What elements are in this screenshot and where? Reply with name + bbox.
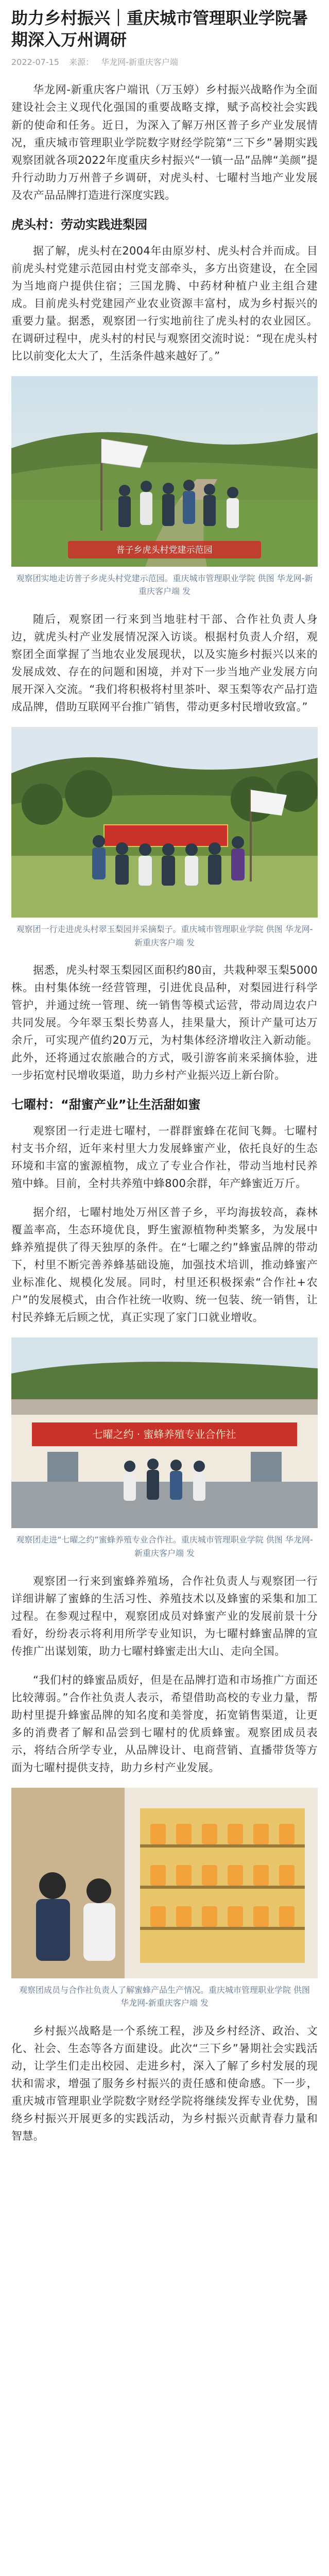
photo-bee-cooperative[interactable] [11, 1337, 318, 1528]
caption-party-park: 观察团实地走访普子乡虎头村党建示范园。重庆城市管理职业学院 供图 华龙网-新重庆客户端 发 [16, 573, 313, 597]
figure-party-park [11, 376, 318, 598]
photo-party-park[interactable] [11, 376, 318, 567]
banner-party-park: 普子乡虎头村党建示范园 [116, 545, 213, 555]
article-source [69, 57, 185, 67]
photo-honey-products[interactable] [11, 1788, 318, 1978]
caption-bee-cooperative: 观察团走进“七曜之约”蜜蜂养殖专业合作社。重庆城市管理职业学院 供图 华龙网-新重庆客户端 发 [16, 1535, 313, 1558]
paragraph-hutou-2: 随后，观察团一行来到当地驻村干部、合作社负责人身边，就虎头村产业发展情况深入访谈。根据村负责人介绍，观察团全面掌握了当地农业发展现状，以及实施乡村振兴以来的发展成效、存在的问题和困境，并对下一步当地产业发展方向展开深入交流。“我们将积极将村里茶叶、翠玉梨等农产品打造成品牌，借助互联网平台推广销售，带动更多村民增收致富。” [11, 613, 318, 713]
article-source-name: 华龙网-新重庆客户端 [101, 57, 178, 67]
article-title: 助力乡村振兴｜重庆城市管理职业学院暑期深入万州调研 [11, 8, 308, 50]
caption-honey-products: 观察团成员与合作社负责人了解蜜蜂产品生产情况。重庆城市管理职业学院 供图 华龙网-新重庆客户端 发 [19, 1985, 310, 2008]
paragraph-qiyao-2: 据介绍，七曜村地处万州区普子乡，平均海拔较高，森林覆盖率高，生态环境优良，野生蜜源植物种类繁多，为发展中蜂养殖提供了得天独厚的条件。在“七曜之约”蜂蜜品牌的带动下，村里不断完善养蜂基础设施，加强技术培训，推动蜂蜜产业标准化、规模化发展。同时，村里还积极探索“合作社+农户”的发展模式，由合作社统一收购、统一包装、统一销售，让村民养蜂无后顾之忧，真正实现了家门口就业增收。 [11, 1206, 318, 1324]
article-source-label: 来源： [69, 57, 94, 67]
photo-pear-orchard[interactable] [11, 727, 318, 918]
article-date: 2022-07-15 [11, 57, 59, 67]
section-heading-qiyao: 七曜村：“甜蜜产业”让生活甜如蜜 [11, 1097, 201, 1112]
caption-pear-orchard: 观察团一行走进虎头村翠玉梨园并采摘梨子。重庆城市管理职业学院 供图 华龙网-新重庆客户端 发 [16, 924, 313, 947]
paragraph-qiyao-4: “我们村的蜂蜜品质好，但是在品牌打造和市场推广方面还比较薄弱。”合作社负责人表示，希望借助高校的专业力量，帮助村里提升蜂蜜品牌的知名度和美誉度，拓宽销售渠道，让更多的消费者了解和品尝到七曜村的优质蜂蜜。观察团成员表示，将结合所学专业，从品牌设计、电商营销、直播带货等方面为七曜村提供支持，助力乡村产业发展。 [11, 1673, 318, 1774]
paragraph-qiyao-3: 观察团一行来到蜜蜂养殖场，合作社负责人与观察团一行详细讲解了蜜蜂的生活习性、养殖技术以及蜂蜜的采集和加工过程。在参观过程中，观察团成员对蜂蜜产业的发展前景十分看好，纷纷表示将利用所学专业知识，为七曜村蜂蜜品牌的宣传推广出谋划策，助力七曜村蜂蜜走出大山、走向全国。 [11, 1574, 318, 1657]
paragraph-intro: 华龙网-新重庆客户端讯（万玉婷）乡村振兴战略作为全面建设社会主义现代化强国的重要战略支撑，赋予高校社会实践新的使命和任务。近日，为深入了解万州区普子乡产业发展情况，重庆城市管理职业学院数字财经学院第“三下乡”暑期实践观察团就各项2022年度重庆乡村振兴“一镇一品”品牌“美颜”提升行动助力万州普子乡调研，对虎头村、七曜村当地产业发展及农产品品牌打造进行深度实践。 [11, 83, 318, 201]
paragraph-hutou-3: 据悉，虎头村翠玉梨园区面积约80亩，共栽种翠玉梨5000株。由村集体统一经营管理，引进优良品种，对梨园进行科学管护，并通过统一管理、统一销售等模式运营，带动周边农户共同发展。今年翠玉梨长势喜人，挂果量大，预计产量可达万余斤，可实现产值约20万元，为村集体经济增收注入新动能。此外，还将通过农旅融合的方式，吸引游客前来采摘体验，进一步拓宽村民增收渠道，助力乡村产业振兴迈上新台阶。 [11, 964, 318, 1082]
figure-pear-orchard [11, 727, 318, 949]
section-heading-hutou: 虎头村：劳动实践进梨园 [11, 217, 147, 232]
figure-honey-products [11, 1788, 318, 2010]
banner-bee-cooperative: 七曜之约 · 蜜蜂养殖专业合作社 [92, 1428, 236, 1441]
paragraph-qiyao-1: 观察团一行走进七曜村，一群群蜜蜂在花间飞舞。七曜村村支书介绍，近年来村里大力发展蜂蜜产业，依托良好的生态环境和丰富的蜜源植物，成立了专业合作社，带动当地村民养殖中蜂。目前，全村共养殖中蜂800余群，年产蜂蜜近万斤。 [11, 1125, 318, 1190]
figure-bee-cooperative [11, 1337, 318, 1560]
article-meta [11, 56, 318, 67]
paragraph-conclusion: 乡村振兴战略是一个系统工程，涉及乡村经济、政治、文化、社会、生态等各方面建设。此次“三下乡”暑期社会实践活动，让学生们走出校园、走进乡村，深入了解了乡村发展的现状和需求，增强了服务乡村振兴的责任感和使命感。下一步，重庆城市管理职业学院数字财经学院将继续发挥专业优势，围绕乡村振兴开展更多的实践活动，为乡村振兴贡献青春力量和智慧。 [11, 2024, 318, 2143]
paragraph-hutou-1: 据了解，虎头村在2004年由原岁村、虎头村合并而成。目前虎头村党建示范园由村党支部牵头，多方出资建设，在全园为当地商户提供住宿；三国龙腾、中药材种植户业主组合建成。目前虎头村党建园产业农业资源丰富村，成为乡村振兴的重要力量。据悉，观察团一行实地前往了虎头村的农业园区。在调研过程中，虎头村的村民与观察团交流时说：“现在虎头村比以前变化太大了，生活条件越来越好了。” [11, 244, 318, 362]
